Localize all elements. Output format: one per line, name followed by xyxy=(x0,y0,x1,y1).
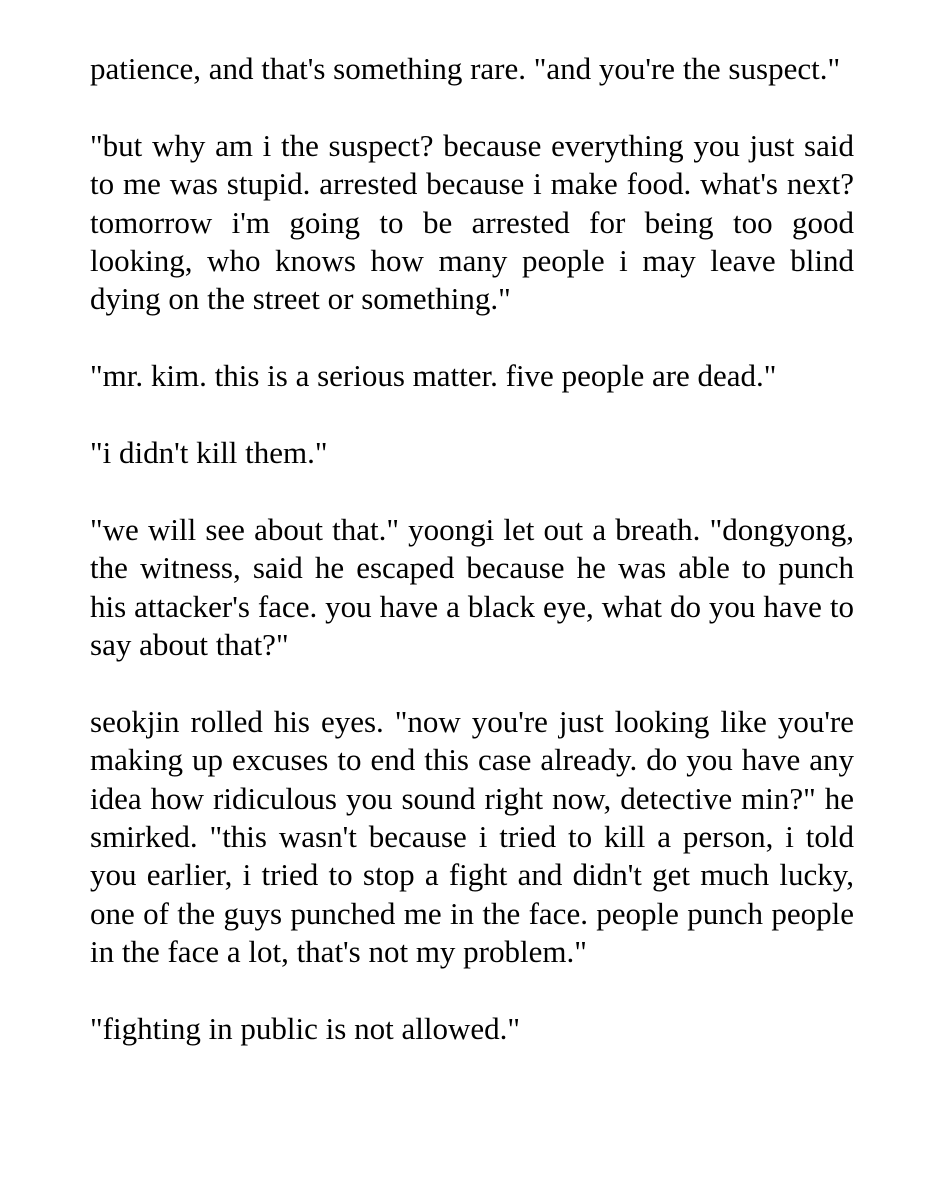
paragraph-4: "i didn't kill them." xyxy=(90,435,328,471)
paragraph-2: "but why am i the suspect? because everything you just said to me was stupid. arrested because i make food. what's next? tomorrow i'm going to be arrested for being too good looking, who knows how many people i may leave blind dying on the street or something." xyxy=(90,127,854,317)
paragraph-5: "we will see about that." yoongi let out a breath. "dongyong, the witness, said he escaped because he was able to punch his attacker's face. you have a black eye, what do you have to say about that?" xyxy=(90,511,854,663)
paragraph-1: patience, and that's something rare. "and you're the suspect." xyxy=(90,51,841,86)
paragraph-7: "fighting in public is not allowed." xyxy=(90,1011,520,1047)
paragraph-6: seokjin rolled his eyes. "now you're just looking like you're making up excuses to end this case already. do you have any idea how ridiculous you sound right now, detective min?" he smirked. "this wasn't because i tried to kill a person, i told you earlier, i tried to stop a fight and didn't get much lucky, one of the guys punched me in the face. people punch people in the face a lot, that's not my problem." xyxy=(90,703,854,970)
paragraph-3: "mr. kim. this is a serious matter. five people are dead." xyxy=(90,358,777,394)
